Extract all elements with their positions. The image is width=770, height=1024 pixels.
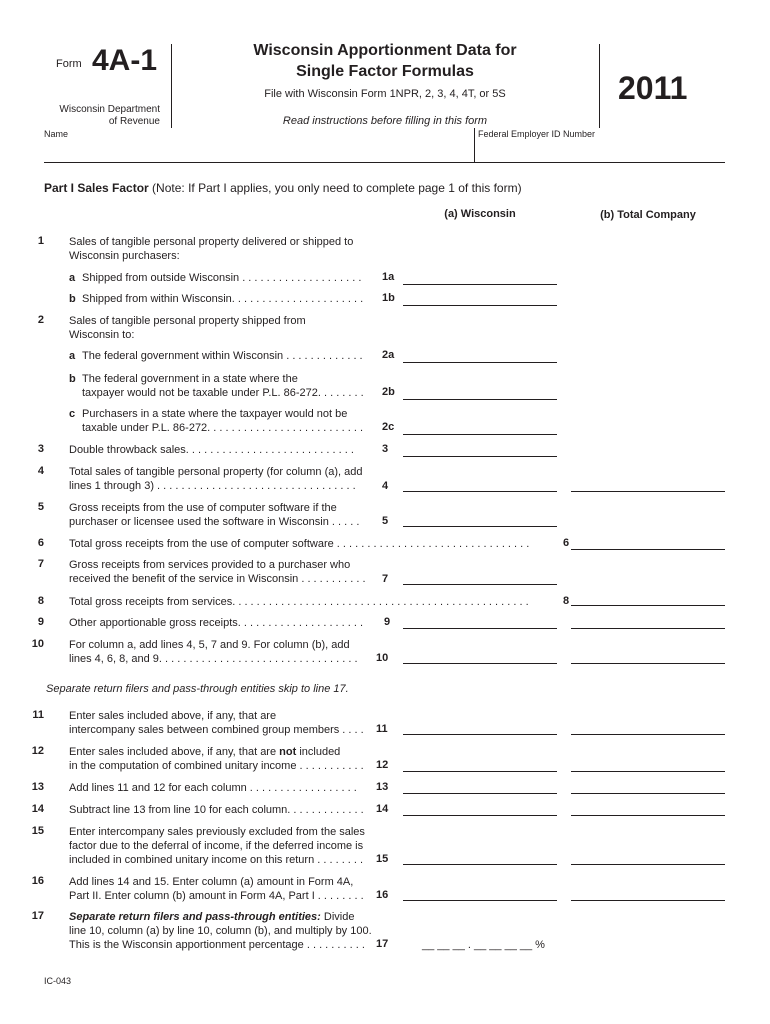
line-10-text-1: For column a, add lines 4, 5, 7 and 9. For column (b), add xyxy=(69,639,350,651)
line-15-ref: 15 xyxy=(376,853,389,865)
line-2a-text: The federal government within Wisconsin . . . . . . . . . . . . . xyxy=(82,350,363,362)
line-1a-text: Shipped from outside Wisconsin . . . . . . . . . . . . . . . . . . . . xyxy=(82,272,362,284)
tax-year: 2011 xyxy=(618,70,688,106)
line-17-ref: 17 xyxy=(376,938,389,950)
line-10-col-a-field[interactable] xyxy=(403,663,557,664)
line-2c-text-1: Purchasers in a state where the taxpayer would not be xyxy=(82,408,348,420)
line-9-col-a-field[interactable] xyxy=(403,628,557,629)
skip-note: Separate return filers and pass-through entities skip to line 17. xyxy=(46,683,349,695)
line-2c-text xyxy=(82,407,363,435)
line-17-text xyxy=(69,910,372,952)
line-5-text-2: purchaser or licensee used the software in Wisconsin . . . . . xyxy=(69,516,360,528)
line-9-number: 9 xyxy=(37,616,44,628)
line-15-text-1: Enter intercompany sales previously excluded from the sales xyxy=(69,826,365,838)
line-4-col-a-field[interactable] xyxy=(403,491,557,492)
header-bottom-rule xyxy=(44,162,725,163)
line-1a-letter: a xyxy=(69,272,76,284)
line-7-number: 7 xyxy=(37,558,44,570)
line-15-number: 15 xyxy=(31,825,44,837)
line-12-text-1c: included xyxy=(296,746,341,758)
line-2b-letter: b xyxy=(69,373,76,385)
line-6-number: 6 xyxy=(37,537,44,549)
line-6-col-b-field[interactable] xyxy=(571,549,725,550)
line-4-number: 4 xyxy=(37,465,44,477)
line-7-text-1: Gross receipts from services provided to a purchaser who xyxy=(69,559,351,571)
line-17-percentage-field[interactable]: __ __ __ . __ __ __ __ % xyxy=(422,939,545,951)
line-4-text-2: lines 1 through 3) . . . . . . . . . . . . . . . . . . . . . . . . . . . . . . . . . xyxy=(69,480,356,492)
line-1b-letter: b xyxy=(69,293,76,305)
line-12-number: 12 xyxy=(31,745,44,757)
line-1a-col-a-field[interactable] xyxy=(403,284,557,285)
line-2c-col-a-field[interactable] xyxy=(403,434,557,435)
line-4-col-b-field[interactable] xyxy=(571,491,725,492)
line-3-ref: 3 xyxy=(382,443,389,455)
line-15-col-a-field[interactable] xyxy=(403,864,557,865)
line-7-ref: 7 xyxy=(382,573,389,585)
line-6-text: Total gross receipts from the use of computer software . . . . . . . . . . . . . . . . . . . . . . . . . . . . . . . . xyxy=(69,538,530,550)
line-14-text: Subtract line 13 from line 10 for each column. . . . . . . . . . . . . xyxy=(69,804,364,816)
line-10-text xyxy=(69,638,358,666)
line-2b-text-1: The federal government in a state where the xyxy=(82,373,298,385)
line-5-ref: 5 xyxy=(382,515,389,527)
line-2b-ref: 2b xyxy=(382,386,395,398)
line-13-text: Add lines 11 and 12 for each column . . . . . . . . . . . . . . . . . . xyxy=(69,782,357,794)
department-name: Wisconsin Department of Revenue xyxy=(59,104,160,127)
column-a-header: (a) Wisconsin xyxy=(444,208,516,220)
name-field[interactable] xyxy=(44,140,476,162)
line-3-text: Double throwback sales. . . . . . . . . . . . . . . . . . . . . . . . . . . . xyxy=(69,444,354,456)
line-8-number: 8 xyxy=(37,595,44,607)
line-12-ref: 12 xyxy=(376,759,389,771)
line-13-col-a-field[interactable] xyxy=(403,793,557,794)
line-14-ref: 14 xyxy=(376,803,389,815)
line-1-text-2: Wisconsin purchasers: xyxy=(69,250,180,262)
line-12-text-2: in the computation of combined unitary income . . . . . . . . . . . xyxy=(69,760,364,772)
line-2a-ref: 2a xyxy=(382,349,395,361)
line-2b-col-a-field[interactable] xyxy=(403,399,557,400)
read-instructions-note: Read instructions before filling in this form xyxy=(282,115,488,127)
line-16-col-b-field[interactable] xyxy=(571,900,725,901)
part1-heading-note: (Note: If Part I applies, you only need to complete page 1 of this form) xyxy=(148,181,522,195)
line-17-text-3: This is the Wisconsin apportionment percentage . . . . . . . . . . xyxy=(69,939,365,951)
form-number: 4A-1 xyxy=(92,44,158,77)
line-10-number: 10 xyxy=(31,638,44,650)
name-label: Name xyxy=(44,129,69,139)
line-11-text xyxy=(69,709,364,737)
line-11-text-1: Enter sales included above, if any, that are xyxy=(69,710,277,722)
line-1-number: 1 xyxy=(37,235,44,247)
line-7-text-2: received the benefit of the service in Wisconsin . . . . . . . . . . . xyxy=(69,573,366,585)
line-1b-text: Shipped from within Wisconsin. . . . . . . . . . . . . . . . . . . . . . xyxy=(82,293,364,305)
line-16-text-1: Add lines 14 and 15. Enter column (a) amount in Form 4A, xyxy=(69,876,354,888)
line-1b-ref: 1b xyxy=(382,292,395,304)
line-15-col-b-field[interactable] xyxy=(571,864,725,865)
line-12-col-b-field[interactable] xyxy=(571,771,725,772)
line-10-ref: 10 xyxy=(376,652,389,664)
line-6-ref: 6 xyxy=(563,537,570,549)
line-8-ref: 8 xyxy=(563,595,570,607)
header-divider-right xyxy=(599,44,600,128)
line-2b-text-2: taxpayer would not be taxable under P.L. 86-272. . . . . . . . xyxy=(82,387,364,399)
line-15-text-3: included in combined unitary income on this return . . . . . . . . xyxy=(69,854,364,866)
line-2-text-2: Wisconsin to: xyxy=(69,329,135,341)
column-b-header: (b) Total Company xyxy=(600,209,696,221)
line-7-text xyxy=(69,558,366,586)
line-17-number: 17 xyxy=(31,910,44,922)
line-2-number: 2 xyxy=(37,314,44,326)
line-2c-letter: c xyxy=(69,408,76,420)
fein-label: Federal Employer ID Number xyxy=(478,129,596,139)
line-8-col-b-field[interactable] xyxy=(571,605,725,606)
line-14-col-a-field[interactable] xyxy=(403,815,557,816)
line-12-col-a-field[interactable] xyxy=(403,771,557,772)
part1-heading-title: Part I Sales Factor xyxy=(44,181,149,195)
line-12-text xyxy=(69,745,364,773)
line-16-number: 16 xyxy=(31,875,44,887)
line-2-text-1: Sales of tangible personal property shipped from xyxy=(69,315,306,327)
line-1a-ref: 1a xyxy=(382,271,395,283)
line-2a-letter: a xyxy=(69,350,76,362)
form-title-line2: Single Factor Formulas xyxy=(296,63,474,80)
line-16-text-2: Part II. Enter column (b) amount in Form 4A, Part I . . . . . . . . xyxy=(69,890,364,902)
line-13-ref: 13 xyxy=(376,781,389,793)
line-13-number: 13 xyxy=(31,781,44,793)
line-15-text-2: factor due to the deferral of income, if the deferred income is xyxy=(69,840,364,852)
line-14-number: 14 xyxy=(31,803,44,815)
line-1-text xyxy=(69,235,353,263)
line-17-text-2: line 10, column (a) by line 10, column (b), and multiply by 100. xyxy=(69,925,372,937)
line-5-text-1: Gross receipts from the use of computer software if the xyxy=(69,502,337,514)
line-9-ref: 9 xyxy=(384,616,391,628)
line-2c-ref: 2c xyxy=(382,421,395,433)
line-2c-text-2: taxable under P.L. 86-272. . . . . . . . . . . . . . . . . . . . . . . . . . xyxy=(82,422,364,434)
line-4-ref: 4 xyxy=(382,480,389,492)
line-11-ref: 11 xyxy=(376,723,388,735)
line-11-text-2: intercompany sales between combined group members . . . . xyxy=(69,724,364,736)
line-5-number: 5 xyxy=(37,501,44,513)
line-10-col-b-field[interactable] xyxy=(571,663,725,664)
line-10-text-2: lines 4, 6, 8, and 9. . . . . . . . . . . . . . . . . . . . . . . . . . . . . . . . . xyxy=(69,653,358,665)
form-title-line1: Wisconsin Apportionment Data for xyxy=(253,42,517,59)
line-17-text-1b: Divide xyxy=(320,911,355,923)
line-11-number: 11 xyxy=(32,709,44,721)
line-4-text-1: Total sales of tangible personal property (for column (a), add xyxy=(69,466,363,478)
line-13-col-b-field[interactable] xyxy=(571,793,725,794)
line-14-col-b-field[interactable] xyxy=(571,815,725,816)
line-9-text: Other apportionable gross receipts. . . . . . . . . . . . . . . . . . . . . xyxy=(69,617,364,629)
line-1b-col-a-field[interactable] xyxy=(403,305,557,306)
line-2a-col-a-field[interactable] xyxy=(403,362,557,363)
line-15-text xyxy=(69,825,365,867)
line-5-col-a-field[interactable] xyxy=(403,526,557,527)
line-2-text xyxy=(69,314,306,342)
line-4-text xyxy=(69,465,363,493)
line-9-col-b-field[interactable] xyxy=(571,628,725,629)
line-2b-text xyxy=(82,372,364,400)
line-3-col-a-field[interactable] xyxy=(403,456,557,457)
form-code: IC-043 xyxy=(44,976,72,986)
line-16-col-a-field[interactable] xyxy=(403,900,557,901)
line-5-text xyxy=(69,501,359,529)
line-8-text: Total gross receipts from services. . . . . . . . . . . . . . . . . . . . . . . . . . . . . . . . . . . . . . . . . . . . . . . . . xyxy=(69,596,529,608)
line-1-text-1: Sales of tangible personal property delivered or shipped to xyxy=(69,236,354,248)
line-7-col-a-field[interactable] xyxy=(403,584,557,585)
fein-field[interactable] xyxy=(478,140,726,162)
line-12-text-1a: Enter sales included above, if any, that are xyxy=(69,746,280,758)
line-17-text-lead: Separate return filers and pass-through entities: xyxy=(69,911,321,923)
line-16-text xyxy=(69,875,364,903)
line-16-ref: 16 xyxy=(376,889,389,901)
line-3-number: 3 xyxy=(37,443,44,455)
line-11-col-a-field[interactable] xyxy=(403,734,557,735)
form-word: Form xyxy=(56,58,82,70)
part1-heading xyxy=(44,181,522,195)
file-with-note: File with Wisconsin Form 1NPR, 2, 3, 4, 4T, or 5S xyxy=(264,88,506,100)
line-12-text-not: not xyxy=(279,746,297,758)
line-11-col-b-field[interactable] xyxy=(571,734,725,735)
